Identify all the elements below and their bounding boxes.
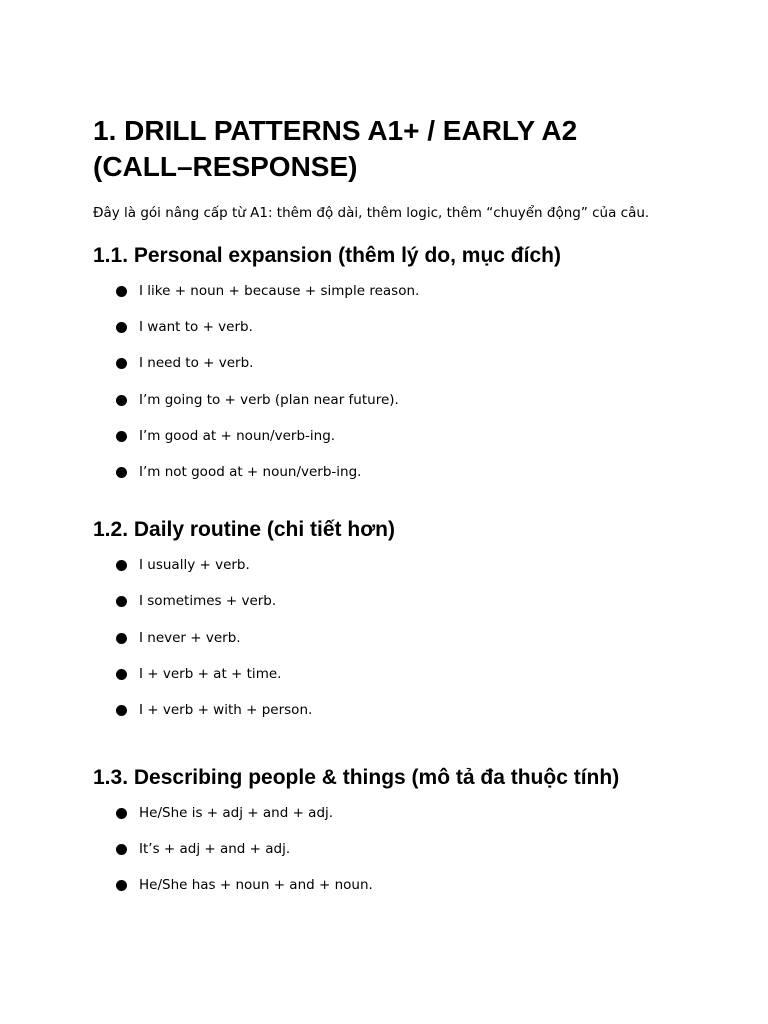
- bullet-list-1-2: [93, 556, 673, 737]
- bullet-icon: [116, 431, 127, 442]
- bullet-list-1-1: [93, 282, 673, 499]
- list-item-text: I + verb + with + person.: [139, 701, 313, 718]
- list-item: [93, 701, 673, 737]
- page-title: 1. DRILL PATTERNS A1+ / EARLY A2 (CALL–RESPONSE): [93, 115, 578, 182]
- list-item-text: I + verb + at + time.: [139, 665, 282, 682]
- bullet-icon: [116, 633, 127, 644]
- bullet-icon: [116, 358, 127, 369]
- list-item: [93, 804, 673, 840]
- list-item: [93, 840, 673, 876]
- bullet-icon: [116, 322, 127, 333]
- list-item-text: He/She has + noun + and + noun.: [139, 877, 373, 894]
- list-item: [93, 318, 673, 354]
- list-item-text: I’m good at + noun/verb-ing.: [139, 427, 336, 444]
- list-item: [93, 556, 673, 592]
- list-item-text: I’m not good at + noun/verb-ing.: [139, 463, 362, 480]
- section-heading-1-2: 1.2. Daily routine (chi tiết hơn): [93, 518, 395, 542]
- section-heading-1-3: 1.3. Describing people & things (mô tả đa thuộc tính): [93, 766, 620, 790]
- bullet-list-1-3: [93, 804, 673, 913]
- list-item: [93, 354, 673, 390]
- list-item-text: I usually + verb.: [139, 557, 250, 574]
- list-item-text: It’s + adj + and + adj.: [139, 841, 291, 858]
- bullet-icon: [116, 880, 127, 891]
- bullet-icon: [116, 560, 127, 571]
- bullet-icon: [116, 844, 127, 855]
- bullet-icon: [116, 705, 127, 716]
- bullet-icon: [116, 286, 127, 297]
- list-item: [93, 463, 673, 499]
- list-item: [93, 391, 673, 427]
- document-page: [93, 113, 673, 913]
- intro-paragraph: Đây là gói nâng cấp từ A1: thêm độ dài, thêm logic, thêm “chuyển động” của câu.: [93, 205, 650, 221]
- list-item: [93, 876, 673, 912]
- list-item-text: I want to + verb.: [139, 319, 253, 336]
- section-heading-1-1: 1.1. Personal expansion (thêm lý do, mục đích): [93, 244, 561, 267]
- bullet-icon: [116, 808, 127, 819]
- list-item: [93, 282, 673, 318]
- list-item: [93, 629, 673, 665]
- list-item-text: I never + verb.: [139, 629, 241, 646]
- bullet-icon: [116, 669, 127, 680]
- list-item: [93, 427, 673, 463]
- list-item: [93, 592, 673, 628]
- list-item-text: I like + noun + because + simple reason.: [139, 283, 420, 299]
- bullet-icon: [116, 467, 127, 478]
- list-item-text: I sometimes + verb.: [139, 593, 277, 610]
- list-item-text: He/She is + adj + and + adj.: [139, 805, 334, 822]
- list-item-text: I need to + verb.: [139, 355, 254, 372]
- bullet-icon: [116, 395, 127, 406]
- bullet-icon: [116, 596, 127, 607]
- list-item-text: I’m going to + verb (plan near future).: [139, 391, 399, 408]
- list-item: [93, 665, 673, 701]
